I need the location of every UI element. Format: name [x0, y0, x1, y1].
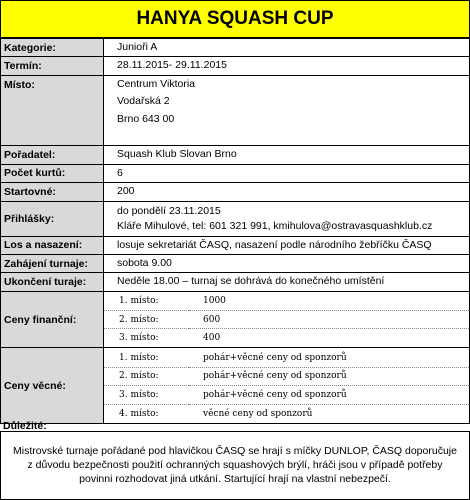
row-ceny-financni — [1, 291, 470, 348]
value-los: losuje sekretariát ČASQ, nasazení podle národního žebříčku ČASQ — [117, 238, 432, 251]
label-los: Los a nasazení: — [1, 236, 104, 254]
prize-amount: 1000 — [189, 292, 469, 311]
prize-row — [104, 367, 469, 386]
prize-row — [104, 329, 469, 348]
value-ukonceni: Neděle 18.00 – turnaj se dohrává do konečného umístění — [117, 275, 385, 288]
row-misto — [1, 75, 470, 146]
value-poradatel: Squash Klub Slovan Brno — [117, 148, 237, 161]
row-prihlasky — [1, 201, 470, 236]
value-zahajeni: sobota 9.00 — [117, 256, 172, 269]
label-zahajeni: Zahájení turnaje: — [1, 254, 104, 272]
value-kategorie: Junioři A — [117, 41, 158, 53]
value-termin: 28.11.2015- 29.11.2015 — [117, 59, 227, 72]
prize-place: 2. místo: — [104, 367, 189, 386]
value-misto-venue: Centrum Viktoria — [117, 77, 196, 90]
label-prihlasky: Přihlášky: — [1, 201, 104, 236]
prize-row — [104, 348, 469, 367]
prize-row — [104, 386, 469, 405]
row-ukonceni — [1, 273, 470, 291]
tournament-info-table — [0, 38, 470, 424]
row-termin — [1, 57, 470, 75]
important-heading: Důležité: — [3, 420, 47, 432]
material-prizes-list — [104, 348, 469, 422]
row-kategorie — [1, 39, 470, 57]
prize-amount: 600 — [189, 310, 469, 329]
value-prihlasky-contact: Kláře Mihulové, tel: 601 321 991, kmihulova@ostravasquashklub.cz — [117, 219, 433, 232]
prize-place: 3. místo: — [104, 386, 189, 405]
prize-row — [104, 292, 469, 311]
label-ukonceni: Ukončení turaje: — [1, 273, 104, 291]
prize-amount: 400 — [203, 333, 221, 344]
value-prihlasky-deadline: do pondělí 23.11.2015 — [117, 204, 221, 217]
prize-description: pohár+věcné ceny od sponzorů — [189, 386, 469, 405]
prize-place: 1. místo: — [104, 292, 189, 311]
row-zahajeni — [1, 254, 470, 272]
prize-place: 1. místo: — [104, 348, 189, 367]
prize-row — [104, 310, 469, 329]
prize-description: pohár+věcné ceny od sponzorů — [189, 348, 469, 367]
row-los — [1, 236, 470, 254]
prize-description: věcné ceny od sponzorů — [203, 408, 313, 419]
row-poradatel — [1, 146, 470, 164]
value-misto-city: Brno 643 00 — [117, 112, 175, 125]
value-pocet-kurtu: 6 — [117, 166, 123, 179]
document-title: HANYA SQUASH CUP — [0, 0, 470, 38]
label-ceny-vecne: Ceny věcné: — [1, 348, 104, 423]
label-termin: Termín: — [1, 57, 104, 75]
prize-place: 2. místo: — [104, 310, 189, 329]
label-poradatel: Pořadatel: — [1, 146, 104, 164]
label-misto: Místo: — [1, 75, 104, 146]
label-startovne: Startovné: — [1, 183, 104, 201]
prize-description: pohár+věcné ceny od sponzorů — [189, 367, 469, 386]
row-pocet-kurtu — [1, 164, 470, 182]
important-text: Mistrovské turnaje pořádané pod hlavičkou ČASQ se hrají s míčky DUNLOP, ČASQ doporučuje z důvodu bezpečnosti použití ochranných squashových brýlí, hráči jsou v případě potřeby povinni rozhodovat jiná utkání. Startující hrají na vlastní nebezpečí. — [13, 445, 457, 485]
label-pocet-kurtu: Počet kurtů: — [1, 164, 104, 182]
prize-place: 4. místo: — [119, 408, 159, 419]
label-kategorie: Kategorie: — [1, 39, 104, 57]
label-ceny-financni: Ceny finanční: — [1, 291, 104, 348]
value-misto-street: Vodařská 2 — [117, 95, 170, 108]
row-ceny-vecne — [1, 348, 470, 423]
prize-place: 3. místo: — [119, 333, 159, 344]
value-startovne: 200 — [117, 185, 135, 198]
financial-prizes-list — [104, 292, 469, 348]
important-notice — [0, 431, 470, 500]
prize-row — [104, 404, 469, 423]
row-startovne — [1, 183, 470, 201]
